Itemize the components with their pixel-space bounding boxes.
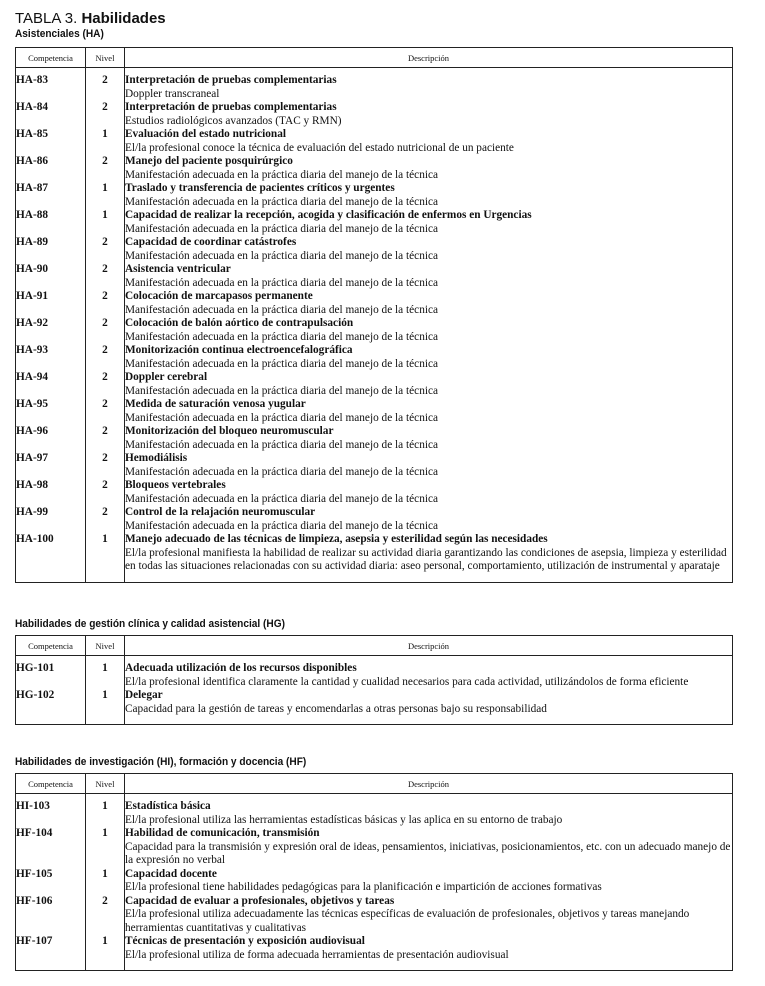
table-row: [16, 868, 733, 895]
competency-text: El/la profesional utiliza adecuadamente las técnicas específicas de evaluación de profesionales, objetivos y tareas manejando herramientas cuantitativas y cualitativas: [125, 908, 690, 934]
competency-code: HG-102: [16, 689, 86, 725]
competency-title: Capacidad de coordinar catástrofes: [125, 236, 297, 248]
competency-code: HA-96: [16, 425, 86, 452]
competency-level: 2: [86, 290, 125, 317]
competency-text: Manifestación adecuada en la práctica diaria del manejo de la técnica: [125, 276, 439, 289]
competency-level: 2: [86, 101, 125, 128]
competency-title: Monitorización del bloqueo neuromuscular: [125, 425, 334, 437]
competency-text: El/la profesional identifica claramente la cantidad y cualidad necesarios para cada actividad, utilizándolos de forma eficiente: [125, 675, 689, 688]
competency-title: Interpretación de pruebas complementarias: [125, 74, 337, 86]
competency-text: Manifestación adecuada en la práctica diaria del manejo de la técnica: [125, 465, 439, 478]
competency-text: Estudios radiológicos avanzados (TAC y RMN): [125, 114, 342, 127]
table-row: [16, 398, 733, 425]
competency-description: [125, 827, 733, 868]
section-title: Habilidades de investigación (HI), formación y docencia (HF): [15, 756, 307, 768]
competency-description: [125, 452, 733, 479]
competency-code: HA-84: [16, 101, 86, 128]
competency-title: Evaluación del estado nutricional: [125, 128, 286, 140]
header-descripcion: Descripción: [125, 48, 733, 68]
competency-description: [125, 317, 733, 344]
competency-description: [125, 68, 733, 102]
competency-level: 1: [86, 868, 125, 895]
competency-text: Manifestación adecuada en la práctica diaria del manejo de la técnica: [125, 168, 439, 181]
competency-level: 1: [86, 128, 125, 155]
competency-title: Hemodiálisis: [125, 452, 188, 464]
competency-code: HA-89: [16, 236, 86, 263]
table-row: [16, 290, 733, 317]
competency-text: Capacidad para la gestión de tareas y encomendarlas a otras personas bajo su responsabilidad: [125, 702, 547, 715]
competency-title: Doppler cerebral: [125, 371, 208, 383]
competency-text: Doppler transcraneal: [125, 87, 220, 100]
competency-level: 1: [86, 827, 125, 868]
competency-level: 2: [86, 895, 125, 936]
competency-title: Adecuada utilización de los recursos disponibles: [125, 662, 357, 674]
competency-level: 1: [86, 182, 125, 209]
table-header-row: [16, 48, 733, 68]
competency-level: 1: [86, 935, 125, 971]
competency-text: El/la profesional conoce la técnica de evaluación del estado nutricional de un paciente: [125, 141, 514, 154]
competency-code: HA-93: [16, 344, 86, 371]
competency-description: [125, 371, 733, 398]
competency-code: HF-107: [16, 935, 86, 971]
header-nivel: Nivel: [86, 636, 125, 656]
table-row: [16, 182, 733, 209]
competency-title: Capacidad docente: [125, 867, 217, 880]
competency-table: [15, 635, 733, 725]
table-row: [16, 371, 733, 398]
competency-level: 2: [86, 371, 125, 398]
competency-title: Interpretación de pruebas complementarias: [125, 101, 337, 113]
table-header-row: [16, 774, 733, 794]
competency-description: [125, 155, 733, 182]
competency-level: 2: [86, 236, 125, 263]
competency-text: Manifestación adecuada en la práctica diaria del manejo de la técnica: [125, 249, 439, 262]
competency-title: Colocación de balón aórtico de contrapulsación: [125, 317, 354, 329]
competency-code: HA-95: [16, 398, 86, 425]
table-row: [16, 935, 733, 971]
table-row: [16, 425, 733, 452]
header-nivel: Nivel: [86, 774, 125, 794]
table-row: [16, 68, 733, 102]
competency-title: Manejo adecuado de las técnicas de limpieza, asepsia y esterilidad según las necesidades: [125, 533, 548, 545]
competency-code: HA-90: [16, 263, 86, 290]
competency-text: Manifestación adecuada en la práctica diaria del manejo de la técnica: [125, 330, 439, 343]
competency-table: [15, 47, 733, 583]
competency-level: 1: [86, 656, 125, 690]
competency-code: HA-94: [16, 371, 86, 398]
competency-level: 2: [86, 155, 125, 182]
competency-level: 1: [86, 209, 125, 236]
table-row: [16, 656, 733, 690]
table-row: [16, 506, 733, 533]
competency-description: [125, 479, 733, 506]
competency-code: HA-86: [16, 155, 86, 182]
table-row: [16, 344, 733, 371]
table-row: [16, 827, 733, 868]
competency-code: HA-83: [16, 68, 86, 102]
competency-title: Bloqueos vertebrales: [125, 479, 226, 491]
competency-text: El/la profesional manifiesta la habilidad de realizar su actividad diaria garantizando las condiciones de asepsia, limpieza y esterilidad en todas las situaciones relacionadas con su actividad diaria: aseo personal, comportamiento, utilización de instrumental y aparataje: [125, 546, 727, 572]
competency-code: HA-87: [16, 182, 86, 209]
competency-title: Delegar: [125, 689, 163, 701]
competency-text: El/la profesional utiliza de forma adecuada herramientas de presentación audiovisual: [125, 948, 509, 961]
competency-text: Manifestación adecuada en la práctica diaria del manejo de la técnica: [125, 519, 439, 532]
header-competencia: Competencia: [16, 48, 86, 68]
table-row: [16, 689, 733, 725]
table-row: [16, 101, 733, 128]
competency-level: 2: [86, 317, 125, 344]
table-row: [16, 533, 733, 582]
competency-text: Manifestación adecuada en la práctica diaria del manejo de la técnica: [125, 384, 439, 397]
competency-code: HA-98: [16, 479, 86, 506]
competency-level: 2: [86, 425, 125, 452]
competency-code: HA-85: [16, 128, 86, 155]
competency-title: Control de la relajación neuromuscular: [125, 506, 316, 518]
header-competencia: Competencia: [16, 774, 86, 794]
header-descripcion: Descripción: [125, 774, 733, 794]
table-title-main: Habilidades: [81, 10, 166, 27]
competency-text: Capacidad para la transmisión y expresión oral de ideas, pensamientos, iniciativas, posicionamientos, etc. con un adecuado manejo de la expresión no verbal: [125, 840, 731, 866]
competency-level: 2: [86, 344, 125, 371]
table-row: [16, 794, 733, 828]
competency-text: Manifestación adecuada en la práctica diaria del manejo de la técnica: [125, 492, 439, 505]
competency-code: HI-103: [16, 794, 86, 828]
competency-description: [125, 344, 733, 371]
competency-text: Manifestación adecuada en la práctica diaria del manejo de la técnica: [125, 303, 439, 316]
competency-title: Manejo del paciente posquirúrgico: [125, 155, 293, 167]
competency-table: [15, 773, 733, 971]
competency-code: HF-104: [16, 827, 86, 868]
competency-description: [125, 533, 733, 582]
table-title: [15, 10, 166, 27]
competency-code: HF-105: [16, 868, 86, 895]
table-row: [16, 155, 733, 182]
competency-title: Habilidad de comunicación, transmisión: [125, 827, 320, 839]
section-title: Asistenciales (HA): [15, 28, 104, 40]
table-row: [16, 236, 733, 263]
competency-level: 2: [86, 263, 125, 290]
competency-description: [125, 182, 733, 209]
competency-code: HA-88: [16, 209, 86, 236]
competency-title: Capacidad de realizar la recepción, acogida y clasificación de enfermos en Urgencias: [125, 209, 532, 221]
competency-title: Técnicas de presentación y exposición audiovisual: [125, 935, 365, 947]
header-descripcion: Descripción: [125, 636, 733, 656]
table-row: [16, 452, 733, 479]
table-row: [16, 479, 733, 506]
competency-code: HA-99: [16, 506, 86, 533]
competency-code: HA-100: [16, 533, 86, 582]
competency-level: 2: [86, 452, 125, 479]
competency-description: [125, 263, 733, 290]
competency-title: Asistencia ventricular: [125, 263, 231, 275]
header-nivel: Nivel: [86, 48, 125, 68]
competency-level: 2: [86, 398, 125, 425]
section-title: Habilidades de gestión clínica y calidad asistencial (HG): [15, 618, 285, 630]
competency-code: HA-97: [16, 452, 86, 479]
competency-level: 2: [86, 506, 125, 533]
competency-description: [125, 236, 733, 263]
table-row: [16, 317, 733, 344]
competency-description: [125, 101, 733, 128]
competency-text: Manifestación adecuada en la práctica diaria del manejo de la técnica: [125, 438, 439, 451]
table-row: [16, 209, 733, 236]
competency-description: [125, 209, 733, 236]
header-competencia: Competencia: [16, 636, 86, 656]
competency-description: [125, 398, 733, 425]
competency-title: Monitorización continua electroencefalográfica: [125, 344, 353, 356]
competency-description: [125, 128, 733, 155]
table-row: [16, 895, 733, 936]
competency-level: 1: [86, 533, 125, 582]
competency-title: Estadística básica: [125, 800, 211, 812]
competency-text: Manifestación adecuada en la práctica diaria del manejo de la técnica: [125, 222, 439, 235]
table-title-prefix: TABLA 3.: [15, 10, 78, 27]
competency-description: [125, 656, 733, 690]
competency-code: HA-92: [16, 317, 86, 344]
competency-text: Manifestación adecuada en la práctica diaria del manejo de la técnica: [125, 195, 439, 208]
competency-description: [125, 689, 733, 725]
competency-title: Colocación de marcapasos permanente: [125, 290, 313, 302]
competency-title: Capacidad de evaluar a profesionales, objetivos y tareas: [125, 894, 395, 907]
table-row: [16, 128, 733, 155]
competency-description: [125, 506, 733, 533]
competency-level: 1: [86, 689, 125, 725]
competency-level: 1: [86, 794, 125, 828]
competency-description: [125, 290, 733, 317]
competency-level: 2: [86, 479, 125, 506]
competency-title: Medida de saturación venosa yugular: [125, 398, 306, 410]
table-row: [16, 263, 733, 290]
competency-code: HF-106: [16, 895, 86, 936]
competency-text: Manifestación adecuada en la práctica diaria del manejo de la técnica: [125, 357, 439, 370]
competency-description: [125, 895, 733, 936]
table-header-row: [16, 636, 733, 656]
competency-text: Manifestación adecuada en la práctica diaria del manejo de la técnica: [125, 411, 439, 424]
competency-code: HA-91: [16, 290, 86, 317]
competency-description: [125, 794, 733, 828]
competency-level: 2: [86, 68, 125, 102]
competency-description: [125, 935, 733, 971]
competency-text: El/la profesional utiliza las herramientas estadísticas básicas y las aplica en su entorno de trabajo: [125, 813, 563, 826]
competency-text: El/la profesional tiene habilidades pedagógicas para la planificación e impartición de acciones formativas: [125, 881, 602, 893]
competency-title: Traslado y transferencia de pacientes críticos y urgentes: [125, 182, 395, 194]
competency-description: [125, 425, 733, 452]
competency-code: HG-101: [16, 656, 86, 690]
competency-description: [125, 868, 733, 895]
